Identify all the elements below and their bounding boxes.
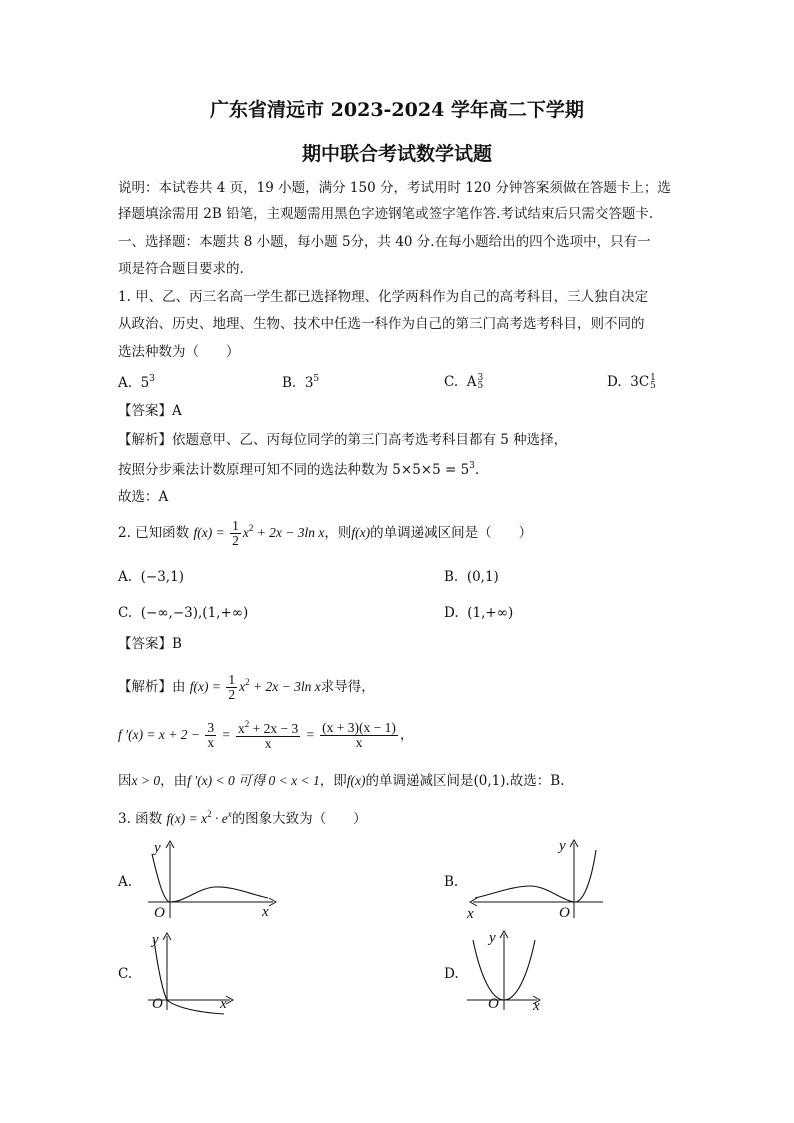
- q2-conclusion-p3: ，即: [319, 773, 347, 789]
- q1-option-c-label: C.: [444, 374, 459, 391]
- q3-graph-c-x-label: x: [220, 996, 227, 1012]
- q3-stem-suffix: 的图象大致为（ ）: [231, 811, 367, 827]
- q3-graph-b-y-label: y: [559, 838, 566, 854]
- q3-option-c-label: C.: [118, 966, 133, 982]
- q3-function-def: $f(x) = x^2 \cdot e^x$: [166, 809, 232, 826]
- q2-option-b-value: (0,1): [466, 569, 499, 585]
- q1-option-d-base: 3C: [630, 374, 650, 391]
- q3-graph-d-x-label: x: [533, 998, 540, 1014]
- q2-option-d-value: (1,+∞): [467, 605, 514, 621]
- q2-conclusion: 因x > 0，由f ′(x) < 0 可得 0 < x < 1，即f(x)的单调递减区间是(0,1).故选：B.: [118, 773, 565, 789]
- q1-option-d-sub: 5: [650, 380, 656, 391]
- page-title: 广东省清远市 2023-2024 学年高二下学期: [210, 99, 584, 121]
- q1-stem-line-1: 1. 甲、乙、丙三名高一学生都已选择物理、化学两科作为自己的高考科目，三人独自决定: [118, 289, 649, 305]
- q2-option-a: [118, 571, 184, 585]
- q3-graph-a: [140, 840, 280, 920]
- q2-stem: 2. 已知函数 f(x) = $\frac{1}{2}$ $x^2 + 2x - 3\ln$ x，则f(x)的单调递减区间是（ ）: [118, 518, 533, 549]
- page-subtitle: 期中联合考试数学试题: [301, 143, 492, 165]
- q2-option-c-value: (−∞,−3),(1,+∞): [140, 605, 249, 621]
- q1-analysis-text: 按照分步乘法计数原理可知不同的选法种数为: [118, 462, 388, 478]
- q3-option-b-label: B.: [444, 874, 459, 890]
- q1-option-b-label: B.: [282, 375, 297, 391]
- q1-option-d-sup: 1: [650, 373, 656, 383]
- q2-option-b-label: B.: [444, 569, 459, 585]
- q2-option-c-label: C.: [118, 605, 133, 621]
- q1-analysis-end: .: [474, 462, 480, 478]
- q1-option-c: [444, 375, 483, 390]
- q2-conclusion-p5: .故选：B.: [505, 773, 565, 789]
- section-heading-line-1: 一、选择题：本题共 8 小题，每小题 5分，共 40 分.在每小题给出的四个选项中，只有一: [118, 234, 651, 250]
- q2-analysis-function: f(x) = $\frac{1}{2}$ $x^2 + 2x - 3\ln$ x: [189, 672, 321, 703]
- q3-graph-b-origin: O: [559, 905, 570, 921]
- q1-conclusion: 故选：A: [118, 489, 169, 505]
- q1-option-c-sup: 3: [477, 373, 484, 383]
- q1-option-d-label: D.: [607, 374, 622, 391]
- q2-option-a-label: A.: [118, 569, 133, 585]
- q3-graph-a-origin: O: [154, 905, 165, 921]
- q2-option-b: [444, 571, 499, 585]
- q2-analysis-line-1: [118, 673, 375, 702]
- q2-option-d: [444, 607, 513, 621]
- q3-graph-c-origin: O: [152, 996, 163, 1012]
- q1-analysis-line-1: 【解析】依题意甲、乙、丙每位同学的第三门高考选考科目都有 5 种选择，: [118, 432, 568, 448]
- q3-graph-d: [463, 926, 553, 1014]
- instructions-line-2: 择题填涂需用 2B 铅笔，主观题需用黑色字迹钢笔或签字笔作答.考试结束后只需交答题卡.: [118, 206, 654, 222]
- q3-graph-c-curve: [154, 940, 224, 1014]
- q2-analysis-prefix: 【解析】由: [118, 678, 186, 695]
- q2-conclusion-p1: 因: [118, 773, 132, 789]
- q1-analysis-math: 5×5×5 = 5: [392, 462, 470, 478]
- q3-graph-d-origin: O: [488, 996, 499, 1012]
- q2-function-def: f(x) = $\frac{1}{2}$ $x^2 + 2x - 3\ln$ x: [193, 518, 325, 549]
- q3-graph-d-y-label: y: [489, 930, 496, 946]
- q1-stem-line-2: 从政治、历史、地理、生物、技术中任选一科作为自己的第三门高考选考科目，则不同的: [118, 316, 645, 332]
- q1-option-a-label: A.: [118, 375, 133, 391]
- q1-option-a: [118, 375, 155, 391]
- q3-graph-c-y-label: y: [152, 932, 159, 948]
- q1-analysis-line-2: [118, 462, 479, 478]
- q2-answer: 【答案】B: [118, 636, 182, 652]
- q2-conclusion-p2: ，由: [160, 773, 188, 789]
- q1-option-a-base: 5: [140, 375, 150, 391]
- q3-graph-a-x-label: x: [262, 904, 269, 920]
- q1-option-b-exp: 5: [313, 374, 320, 384]
- q2-option-c: [118, 607, 248, 621]
- q3-option-a-label: A.: [118, 874, 133, 890]
- q1-option-a-exp: 3: [149, 374, 155, 384]
- q2-conclusion-p4: 的单调递减区间是: [365, 773, 474, 789]
- instructions-line-1: 说明：本试卷共 4 页，19 小题，满分 150 分，考试用时 120 分钟答案须做在答题卡上；选: [118, 180, 671, 196]
- q1-option-b-base: 3: [304, 375, 314, 391]
- q1-analysis-exp: 3: [469, 461, 475, 471]
- q2-stem-prefix: 2. 已知函数: [118, 524, 190, 541]
- q3-graph-a-y-label: y: [154, 840, 161, 856]
- q1-option-b: [282, 375, 319, 391]
- q1-option-d: [607, 375, 656, 390]
- q2-conclusion-m2: < 0 可得 0 < x < 1: [215, 773, 320, 788]
- q2-analysis-suffix: 求导得，: [320, 678, 375, 695]
- q3-graph-c: [140, 930, 240, 1010]
- q1-stem-line-3: 选法种数为（ ）: [118, 344, 240, 360]
- q3-graph-b-curve: [475, 850, 596, 902]
- q2-conclusion-m3: (0,1): [473, 773, 506, 789]
- q2-stem-mid: ，则: [324, 524, 352, 541]
- q2-option-a-value: (−3,1): [140, 569, 184, 585]
- q2-option-d-label: D.: [444, 605, 459, 621]
- q2-conclusion-m1: x > 0: [131, 773, 161, 788]
- q1-answer: 【答案】A: [118, 403, 182, 419]
- q3-graph-b-x-label: x: [467, 906, 474, 922]
- q3-stem: [118, 810, 367, 827]
- section-heading-line-2: 项是符合题目要求的.: [118, 261, 244, 277]
- q2-stem-suffix: 的单调递减区间是（ ）: [370, 524, 533, 541]
- q2-derivative-formula: f ′(x) = x + 2 − $\frac{3}{x}$ = $\frac{x^2 + 2x - 3}{x}$ = $\frac{(x + 3)(x - 1)}{x}$ ，: [118, 719, 414, 752]
- q3-graph-a-curve: [152, 854, 268, 902]
- q1-option-c-base: A: [466, 374, 477, 391]
- q3-graph-b: [463, 838, 608, 922]
- q3-stem-prefix: 3. 函数: [118, 811, 163, 827]
- q1-option-c-sub: 5: [477, 380, 484, 391]
- q3-option-d-label: D.: [444, 966, 459, 982]
